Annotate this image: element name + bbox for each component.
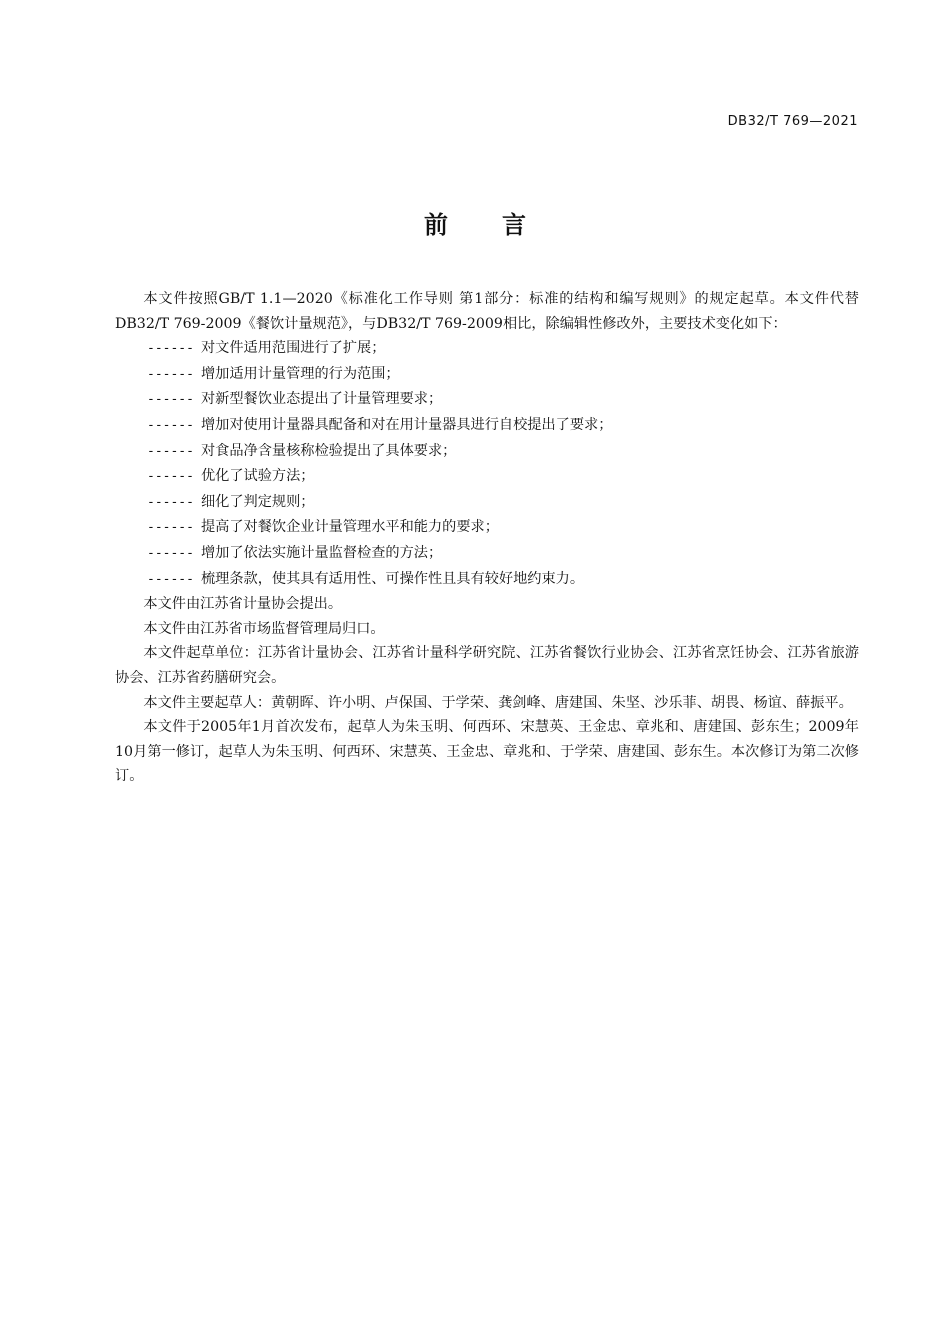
- change-item-text: 增加适用计量管理的行为范围；: [200, 365, 400, 382]
- dash-marker: ------: [147, 520, 194, 536]
- drafting-units-paragraph: 本文件起草单位：江苏省计量协会、江苏省计量科学研究院、江苏省餐饮行业协会、江苏省烹饪协会、江苏省旅游协会、江苏省药膳研究会。: [115, 645, 859, 686]
- history-paragraph: 本文件于2005年1月首次发布，起草人为朱玉明、何西环、宋慧英、王金忠、章兆和、唐建国、彭东生；2009年10月第一修订，起草人为朱玉明、何西环、宋慧英、王金忠、章兆和、于学荣、唐建国、彭东生。本次修订为第二次修订。: [115, 719, 859, 785]
- change-item: [115, 515, 859, 541]
- foreword-body: [115, 287, 859, 789]
- dash-marker: ------: [147, 469, 194, 485]
- change-item-text: 梳理条款，使其具有适用性、可操作性且具有较好地约束力。: [200, 570, 585, 587]
- change-item: [115, 490, 859, 516]
- dash-marker: ------: [147, 571, 194, 587]
- drafters-paragraph: 本文件主要起草人：黄朝晖、许小明、卢保国、于学荣、龚剑峰、唐建国、朱坚、沙乐菲、胡畏、杨谊、薛振平。: [143, 694, 853, 711]
- change-item-text: 增加了依法实施计量监督检查的方法；: [200, 544, 443, 561]
- proposer-paragraph: 本文件由江苏省计量协会提出。: [143, 596, 343, 613]
- dash-marker: ------: [147, 545, 194, 561]
- change-item: [115, 541, 859, 567]
- change-item: [115, 387, 859, 413]
- change-item: [115, 362, 859, 388]
- dash-marker: ------: [147, 366, 194, 382]
- change-item-text: 增加对使用计量器具配备和对在用计量器具进行自校提出了要求；: [200, 416, 613, 433]
- change-item-text: 优化了试验方法；: [200, 468, 315, 485]
- change-item-text: 对新型餐饮业态提出了计量管理要求；: [200, 391, 443, 408]
- change-item-text: 提高了对餐饮企业计量管理水平和能力的要求；: [200, 519, 499, 536]
- dash-marker: ------: [147, 417, 194, 433]
- intro-paragraph: 本文件按照GB/T 1.1—2020《标准化工作导则 第1部分：标准的结构和编写规则》的规定起草。本文件代替DB32/T 769-2009《餐饮计量规范》，与DB32/T 769-2009相比，除编辑性修改外，主要技术变化如下：: [115, 291, 859, 332]
- change-item-text: 对文件适用范围进行了扩展；: [200, 340, 386, 357]
- change-item: [115, 464, 859, 490]
- administrator-paragraph: 本文件由江苏省市场监督管理局归口。: [143, 620, 385, 637]
- change-item: [115, 413, 859, 439]
- change-item: [115, 567, 859, 593]
- page-title: 前言: [424, 211, 580, 239]
- document-code: DB32/T 769—2021: [727, 114, 858, 129]
- change-item: [115, 439, 859, 465]
- change-item-text: 对食品净含量核称检验提出了具体要求；: [200, 442, 457, 459]
- change-item: [115, 336, 859, 362]
- change-item-text: 细化了判定规则；: [200, 493, 315, 510]
- dash-marker: ------: [147, 341, 194, 357]
- dash-marker: ------: [147, 392, 194, 408]
- change-list: [115, 336, 859, 592]
- dash-marker: ------: [147, 494, 194, 510]
- dash-marker: ------: [147, 443, 194, 459]
